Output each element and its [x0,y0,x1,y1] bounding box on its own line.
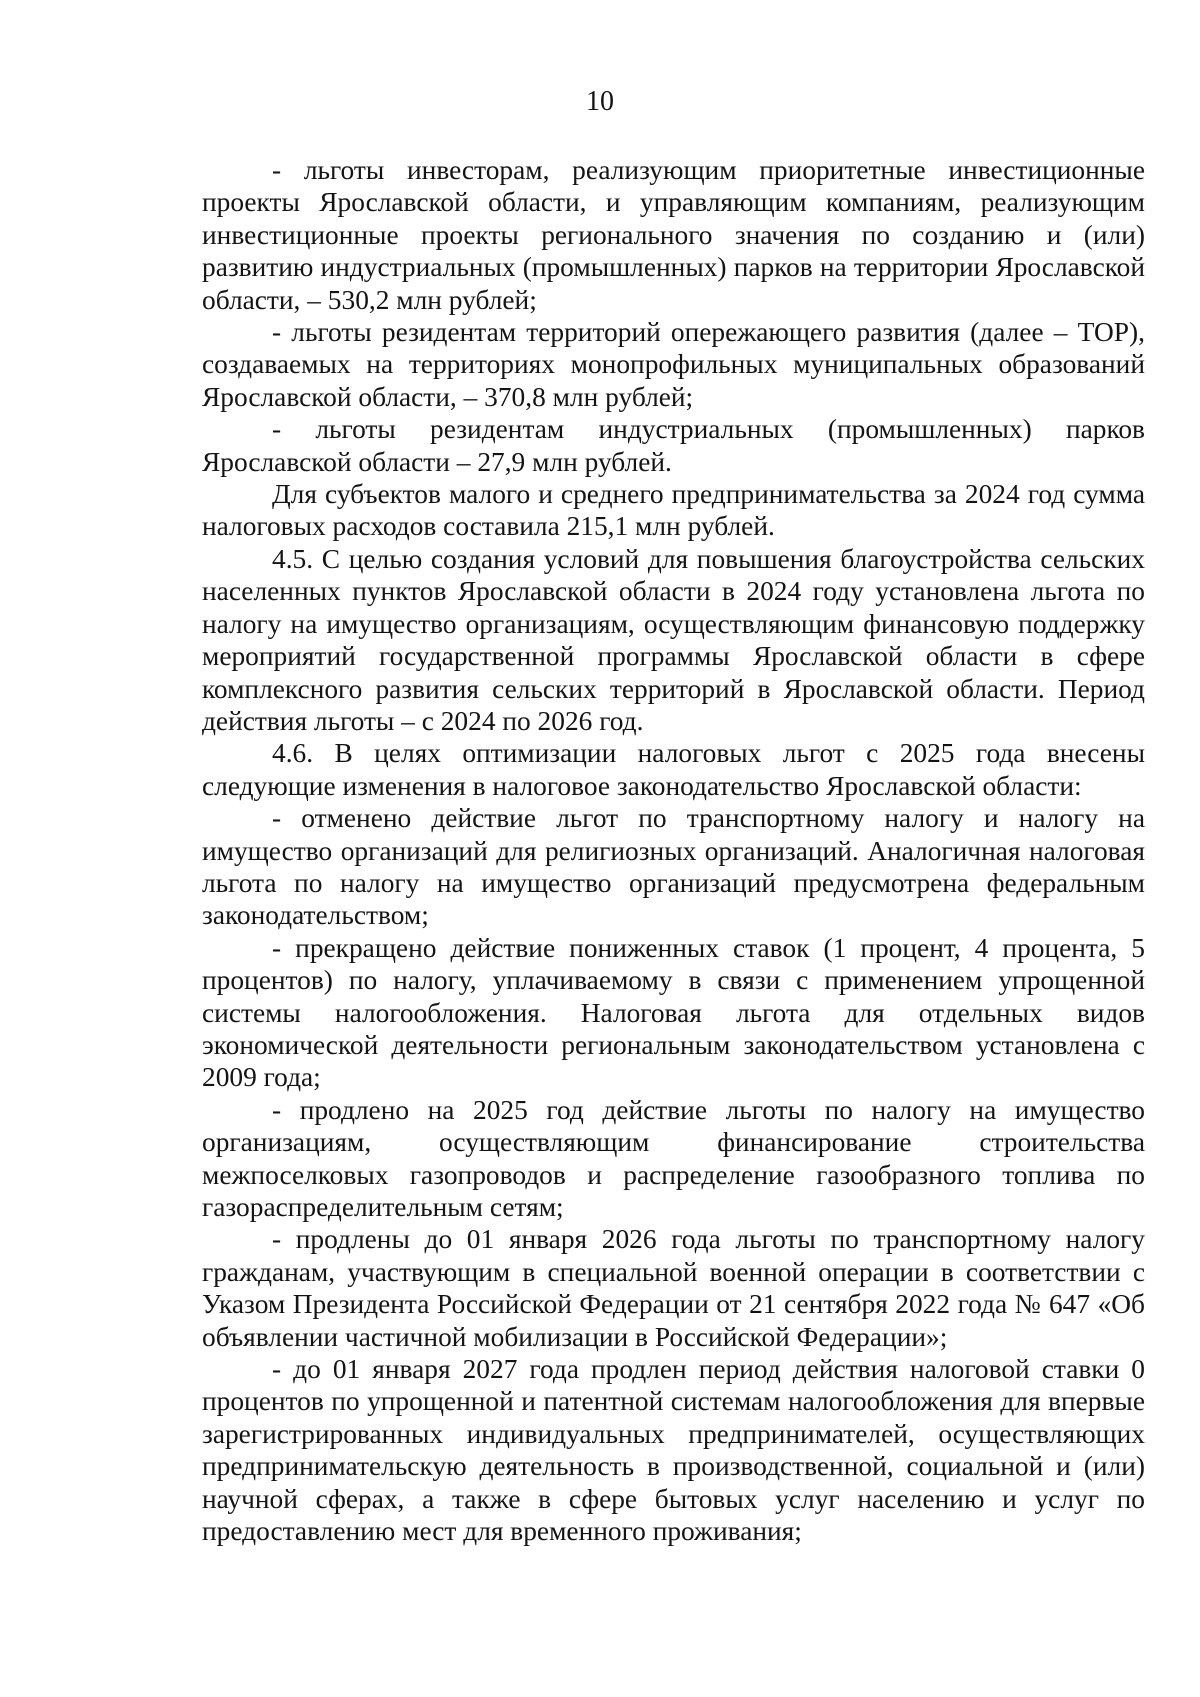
document-body [202,154,1145,1547]
paragraph-military-operation: - продлены до 01 января 2026 года льготы по транспортному налогу гражданам, участвующим в специальной военной операции в соответствии с Указом Президента Российской Федерации от 21 сентября 2022 года № 647 «Об объявлении частичной мобилизации в Российской Федерации»; [202,1224,1145,1352]
paragraph-small-business: Для субъектов малого и среднего предпринимательства за 2024 год сумма налоговых расходов составила 215,1 млн рублей. [202,479,1145,542]
paragraph-industrial-park-benefits: - льготы резидентам индустриальных (промышленных) парков Ярославской области – 27,9 млн рублей. [202,414,1145,477]
paragraph-religious-orgs: - отменено действие льгот по транспортному налогу и налогу на имущество организаций для религиозных организаций. Аналогичная налоговая льгота по налогу на имущество организаций предусмотрена федеральным законодательством; [202,803,1145,931]
paragraph-reduced-rates: - прекращено действие пониженных ставок (1 процент, 4 процента, 5 процентов) по налогу, уплачиваемому в связи с применением упрощенной системы налогообложения. Налоговая льгота для отдельных видов экономической деятельности региональным законодательством установлена с 2009 года; [202,932,1145,1093]
paragraph-zero-rate: - до 01 января 2027 года продлен период действия налоговой ставки 0 процентов по упрощенной и патентной системам налогообложения для впервые зарегистрированных индивидуальных предпринимателей, осуществляющих предпринимательскую деятельность в производственной, социальной и (или) научной сферах, а также в сфере бытовых услуг населению и услуг по предоставлению мест для временного проживания; [202,1354,1145,1547]
paragraph-section-4-6: 4.6. В целях оптимизации налоговых льгот с 2025 года внесены следующие изменения в налоговое законодательство Ярославской области: [202,738,1145,801]
page-number: 10 [586,86,614,117]
paragraph-tor-benefits: - льготы резидентам территорий опережающего развития (далее – ТОР), создаваемых на территориях монопрофильных муниципальных образований Ярославской области, – 370,8 млн рублей; [202,317,1145,412]
paragraph-gas-pipelines: - продлено на 2025 год действие льготы по налогу на имущество организациям, осуществляющим финансирование строительства межпоселковых газопроводов и распределение газообразного топлива по газораспределительным сетям; [202,1094,1145,1222]
paragraph-investor-benefits: - льготы инвесторам, реализующим приоритетные инвестиционные проекты Ярославской области, и управляющим компаниям, реализующим инвестиционные проекты регионального значения по созданию и (или) развитию индустриальных (промышленных) парков на территории Ярославской области, – 530,2 млн рублей; [202,155,1145,315]
paragraph-section-4-5: 4.5. С целью создания условий для повышения благоустройства сельских населенных пунктов Ярославской области в 2024 году установлена льгота по налогу на имущество организациям, осуществляющим финансовую поддержку мероприятий государственной программы Ярославской области в сфере комплексного развития сельских территорий в Ярославской области. Период действия льготы – с 2024 по 2026 год. [202,543,1145,736]
